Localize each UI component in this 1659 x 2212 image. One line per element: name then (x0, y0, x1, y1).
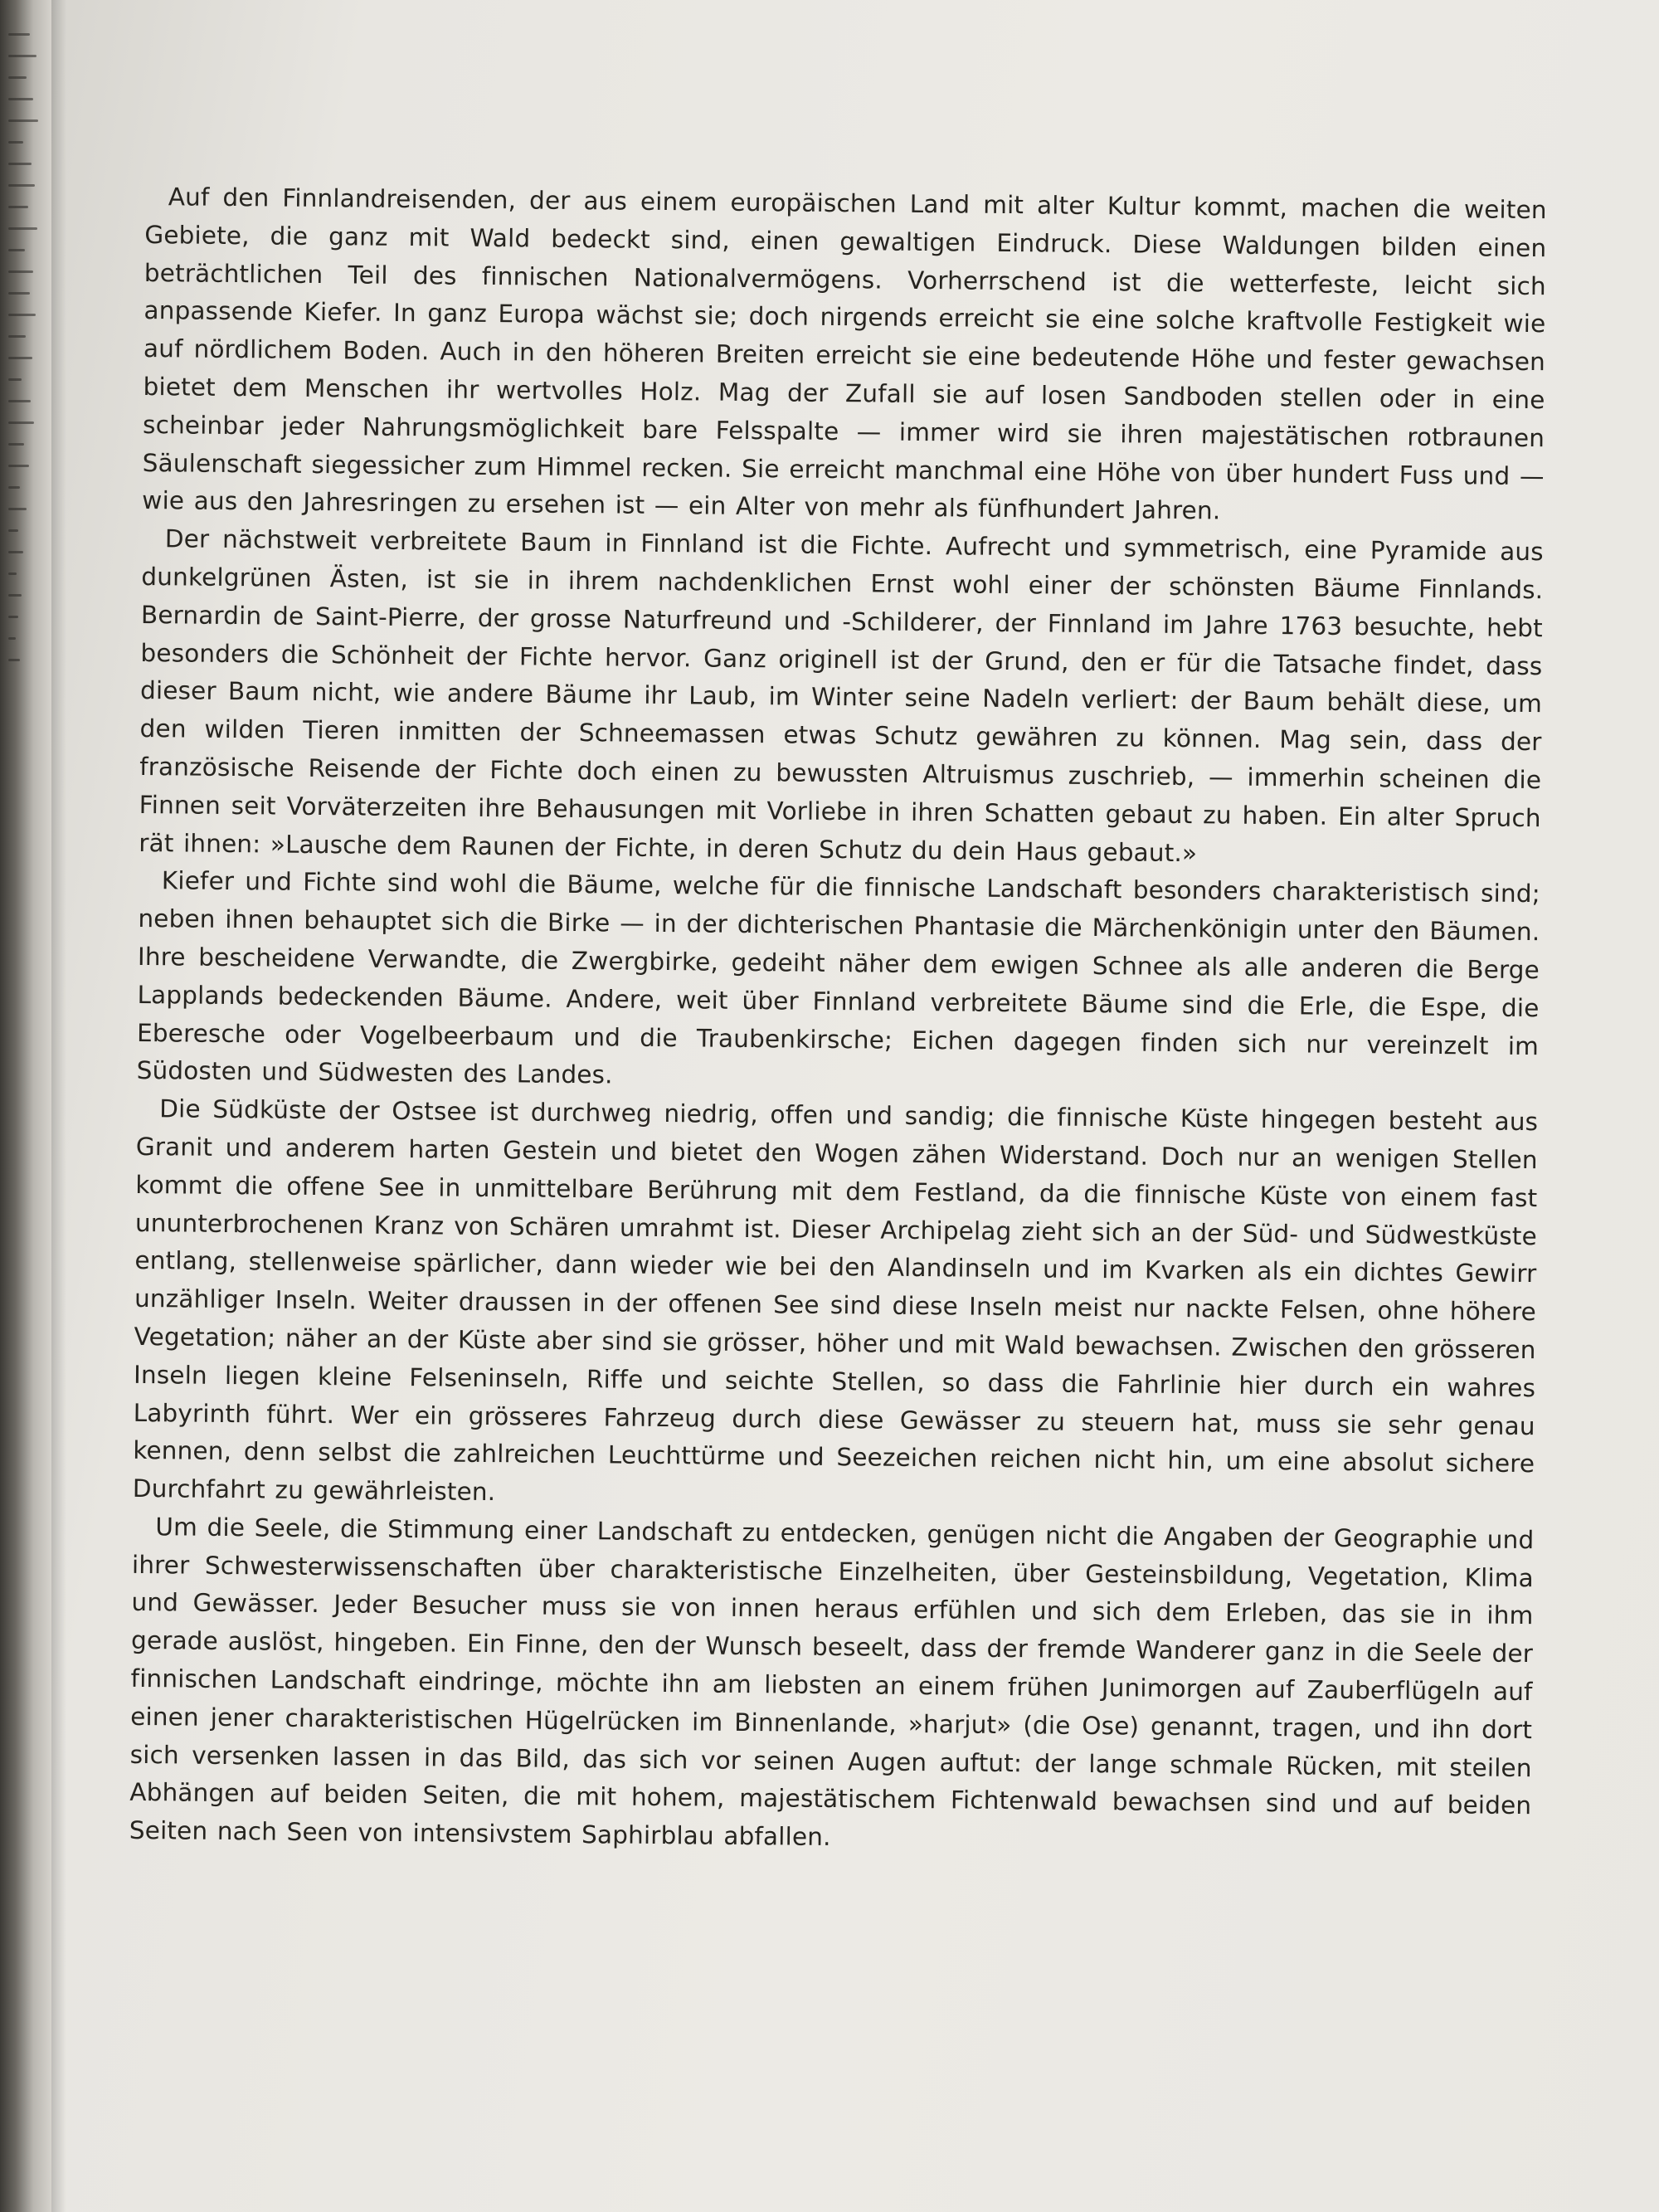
paragraph: Auf den Finnlandreisenden, der aus einem europäischen Land mit alter Kultur kommt, machen die weiten Gebiete, die ganz mit Wald bedeckt sind, einen gewaltigen Eindruck. Diese Waldungen bilden einen beträchtlichen Teil des finnischen Nationalvermögens. Vorherrschend ist die wetterfeste, leicht sich anpassende Kiefer. In ganz Europa wächst sie; doch nirgends erreicht sie eine solche kraftvolle Festigkeit wie auf nördlichem Boden. Auch in den höheren Breiten erreicht sie eine bedeutende Höhe und fester gewachsen bietet dem Menschen ihr wertvolles Holz. Mag der Zufall sie auf losen Sandboden stellen oder in eine scheinbar jeder Nahrungsmöglichkeit bare Felsspalte — immer wird sie ihren majestätischen rotbraunen Säulenschaft siegessicher zum Himmel recken. Sie erreicht manchmal eine Höhe von über hundert Fuss und — wie aus den Jahresringen zu ersehen ist — ein Alter von mehr als fünfhundert Jahren. (142, 183, 1547, 525)
facing-page-edge (8, 33, 41, 946)
gutter-shadow (51, 0, 66, 2212)
paragraph: Der nächstweit verbreitete Baum in Finnland ist die Fichte. Aufrecht und symmetrisch, eine Pyramide aus dunkelgrünen Ästen, ist sie in ihrem nachdenklichen Ernst wohl einer der schönsten Bäume Finnlands. Bernardin de Saint-Pierre, der grosse Naturfreund und -Schilderer, der Finnland im Jahre 1763 besuchte, hebt besonders die Schönheit der Fichte hervor. Ganz originell ist der Grund, den er für die Tatsache findet, dass dieser Baum nicht, wie andere Bäume ihr Laub, im Winter seine Nadeln verliert: der Baum behält diese, um den wilden Tieren inmitten der Schneemassen etwas Schutz gewähren zu können. Mag sein, dass der französische Reisende der Fichte doch einen zu bewussten Altruismus zuschrieb, — immerhin scheinen die Finnen seit Vorväterzeiten ihre Behausungen mit Vorliebe in ihren Schatten gebaut zu haben. Ein alter Spruch rät ihnen: »Lausche dem Raunen der Fichte, in deren Schutz du dein Haus gebaut.» (139, 524, 1544, 867)
paragraph: Kiefer und Fichte sind wohl die Bäume, welche für die finnische Landschaft besonders charakteristisch sind; neben ihnen behauptet sich die Birke — in der dichterischen Phantasie die Märchenkönigin unter den Bäumen. Ihre bescheidene Verwandte, die Zwergbirke, gedeiht näher dem ewigen Schnee als alle anderen die Berge Lapplands bedeckenden Bäume. Andere, weit über Finnland verbreitete Bäume sind die Erle, die Espe, die Eberesche oder Vogelbeerbaum und die Traubenkirsche; Eichen dagegen finden sich nur vereinzelt im Südosten und Südwesten des Landes. (136, 866, 1540, 1089)
body-text (129, 178, 1547, 1864)
paragraph: Die Südküste der Ostsee ist durchweg niedrig, offen und sandig; die finnische Küste hingegen besteht aus Granit und anderem harten Gestein und bietet den Wogen zähen Widerstand. Doch nur an wenigen Stellen kommt die offene See in unmittelbare Berührung mit dem Festland, da die finnische Küste von einem fast ununterbrochenen Kranz von Schären umrahmt ist. Dieser Archipelag zieht sich an der Süd- und Südwestküste entlang, stellenweise spärlicher, dann wieder wie bei den Alandinseln und im Kvarken als ein dichtes Gewirr unzähliger Inseln. Weiter draussen in der offenen See sind diese Inseln meist nur nackte Felsen, ohne höhere Vegetation; näher an der Küste aber sind sie grösser, höher und mit Wald bewachsen. Zwischen den grösseren Inseln liegen kleine Felseninseln, Riffe und seichte Stellen, so dass die Fahrlinie hier durch ein wahres Labyrinth führt. Wer ein grösseres Fahrzeug durch diese Gewässer zu steuern hat, muss sie sehr genau kennen, denn selbst die zahlreichen Leuchttürme und Seezeichen reichen nicht hin, um eine absolut sichere Durchfahrt zu gewährleisten. (132, 1094, 1539, 1507)
paragraph: Um die Seele, die Stimmung einer Landschaft zu entdecken, genügen nicht die Angaben der Geographie und ihrer Schwesterwissenschaften über charakteristische Einzelheiten, über Gesteinsbildung, Vegetation, Klima und Gewässer. Jeder Besucher muss sie von innen heraus erfühlen und sich dem Erleben, das sie in ihm gerade auslöst, hingeben. Ein Finne, den der Wunsch beseelt, dass der fremde Wanderer ganz in die Seele der finnischen Landschaft eindringe, möchte ihn am liebsten an einem frühen Junimorgen auf Zauberflügeln auf einen jener charakteristischen Hügelrücken im Binnenlande, »harjut» (die Ose) genannt, tragen, und ihn dort sich versenken lassen in das Bild, das sich vor seinen Augen auftut: der lange schmale Rücken, mit steilen Abhängen auf beiden Seiten, die mit hohem, majestätischem Fichtenwald bewachsen sind und auf beiden Seiten nach Seen von intensivstem Saphirblau abfallen. (129, 1513, 1535, 1852)
